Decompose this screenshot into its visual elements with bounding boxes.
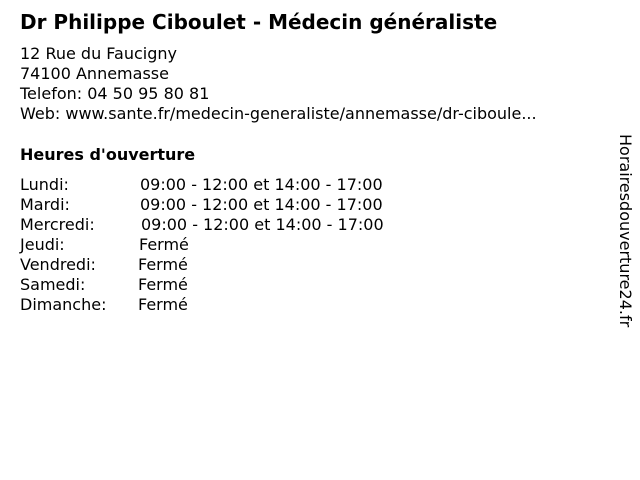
address-block (20, 44, 537, 124)
time-value: Fermé (139, 235, 189, 254)
day-label: Lundi: (20, 175, 69, 194)
time-value: 09:00 - 12:00 et 14:00 - 17:00 (140, 175, 383, 194)
time-value: 09:00 - 12:00 et 14:00 - 17:00 (141, 215, 384, 234)
time-value: Fermé (138, 275, 188, 294)
opening-hours-title: Heures d'ouverture (20, 145, 196, 164)
time-value: 09:00 - 12:00 et 14:00 - 17:00 (140, 195, 383, 214)
time-value: Fermé (138, 295, 188, 314)
website-link[interactable]: Web: www.sante.fr/medecin-generaliste/annemasse/dr-ciboule... (20, 104, 537, 123)
day-label: Mercredi: (20, 215, 95, 234)
phone-number: Telefon: 04 50 95 80 81 (20, 84, 210, 103)
page-title: Dr Philippe Ciboulet - Médecin généraliste (20, 10, 498, 34)
day-label: Dimanche: (20, 295, 107, 314)
time-value: Fermé (138, 255, 188, 274)
site-watermark: Horairesdouverture24.fr (616, 134, 635, 328)
day-label: Jeudi: (20, 235, 65, 254)
day-label: Samedi: (20, 275, 86, 294)
day-label: Vendredi: (20, 255, 96, 274)
day-label: Mardi: (20, 195, 70, 214)
street-address: 12 Rue du Faucigny (20, 44, 177, 63)
city: 74100 Annemasse (20, 64, 169, 83)
